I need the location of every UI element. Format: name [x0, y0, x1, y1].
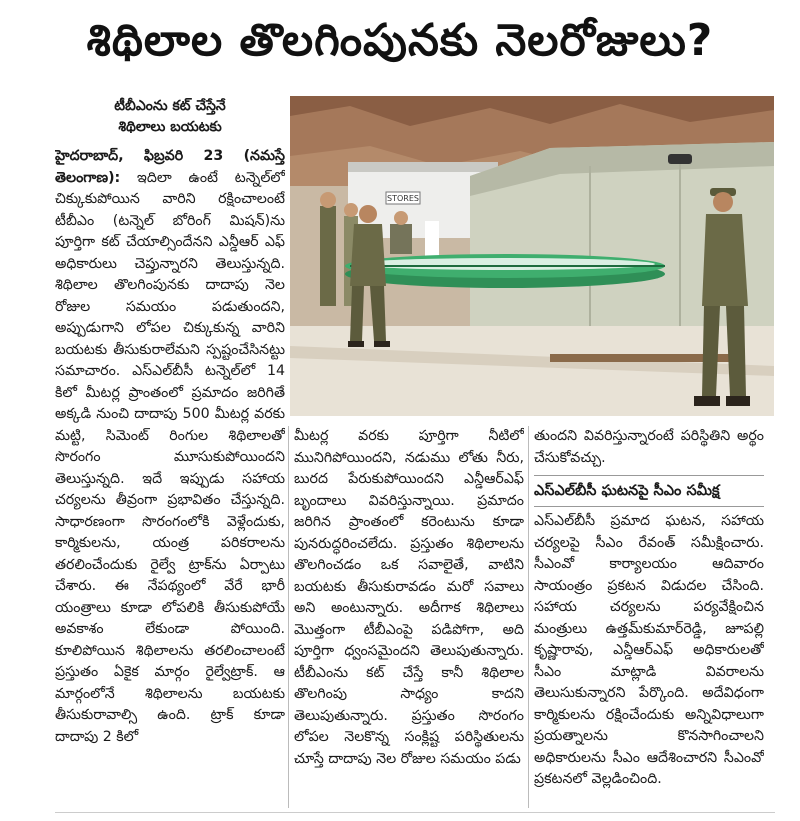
body-text-col3-top: తుందని వివరిస్తున్నారంటే పరిస్థితిని అర్థం చేసుకోవచ్చు.	[534, 428, 764, 466]
headline: శిథిలాల తొలగింపునకు నెలరోజులు?	[86, 15, 714, 66]
bottom-rule	[55, 812, 775, 813]
column-divider	[528, 426, 529, 808]
kicker	[55, 96, 285, 140]
subhead: ఎస్ఎల్‌బీసీ ఘటనపై సీఎం సమీక్ష	[534, 475, 764, 507]
kicker-line-1: టీబీఎంను కట్ చేస్తేనే	[114, 98, 226, 114]
news-photo	[290, 96, 774, 416]
column-divider	[288, 426, 289, 808]
body-text-col1: ఇదిలా ఉంటే టన్నెల్‌లో చిక్కుకుపోయిన వారిని రక్షించాలంటే టీబీఎం (టన్నెల్ బోరింగ్ మిషన్)ను పూర్తిగా కట్ చేయాల్సిందేనని ఎన్డీఆర్ ఎఫ్ అధికారులు చెప్తున్నారని తెలుస్తున్నది. శిథిలాల తొలగింపునకు దాదాపు నెల రోజుల సమయం పడుతుందని, అప్పుడుగాని లోపల చిక్కుకున్న వారిని బయటకు తీసుకురాలేమని స్పష్టంచేసినట్టు సమాచారం. ఎస్ఎల్‌బీసీ టన్నెల్‌లో 14 కిలో మీటర్ల ప్రాంతంలో ప్రమాదం జరిగితే అక్కడి నుంచి దాదాపు 500 మీటర్ల వరకు మట్టి, సిమెంట్ రింగుల శిథిలాలతో సొరంగం మూసుకుపోయిందని తెలుస్తున్నది. ఇదే ఇప్పుడు సహాయ చర్యలను తీవ్రంగా ప్రభావితం చేస్తున్నది. సాధారణంగా సొరంగంలోకి వెళ్లేందుకు, కార్మికులను, యంత్ర పరికరాలను తరలించేందుకు రైల్వే ట్రాక్‌ను ఏర్పాటు చేశారు. ఈ నేపథ్యంలో వేరే భారీ యంత్రాలు కూడా లోపలికి తీసుకుపోయే అవకాశం లేకుండా పోయింది. కూలిపోయిన శిథిలాలను తరలించాలంటే ప్రస్తుతం ఏకైక మార్గం రైల్వేట్రాక్. ఆ మార్గంలోనే శిథిలాలను బయటకు తీసుకురావాల్సి ఉంది. ట్రాక్ కూడా దాదాపు 2 కిలో	[55, 169, 285, 745]
kicker-line-2: శిథిలాలు బయటకు	[118, 119, 222, 135]
body-text-col3: ఎస్ఎల్‌బీసీ ప్రమాద ఘటన, సహాయ చర్యలపై సీఎం రేవంత్ సమీక్షించారు. సీఎంవో కార్యాలయం ఆదివారం సాయంత్రం ప్రకటన విడుదల చేసింది. సహాయ చర్యలను పర్యవేక్షించిన మంత్రులు ఉత్తమ్‌కుమార్‌రెడ్డి, జూపల్లి కృష్ణారావు, ఎన్డీఆర్ఎఫ్ అధికారులతో సీఎం మాట్లాడి వివరాలను తెలుసుకున్నారని పేర్కొంది. అదేవిధంగా కార్మికులను రక్షించేందుకు అన్నివిధాలుగా ప్రయత్నాలను కొనసాగించాలని అధికారులను సీఎం ఆదేశించారని సీఎంవో ప్రకటనలో వెల్లడించింది.	[534, 513, 764, 787]
body-text-col2: మీటర్ల వరకు పూర్తిగా నీటిలో మునిగిపోయిందని, నడుము లోతు నీరు, బురద పేరుకుపోయిందని ఎన్డీఆర్ఎఫ్ బృందాలు వివరిస్తున్నాయి. ప్రమాదం జరిగిన ప్రాంతంలో కరెంటును కూడా పునరుద్ధరించలేదు. ప్రస్తుతం శిథిలాలను తొలగించడం ఒక సవాలైతే, వాటిని బయటకు తీసుకురావడం మరో సవాలు అని అంటున్నారు. అదీగాక శిథిలాలు మొత్తంగా టీబీఎంపై పడిపోగా, అది పూర్తిగా ధ్వంసమైందని తెలుపుతున్నారు. టీబీఎంను కట్ చేస్తే కానీ శిథిలాల తొలగింపు సాధ్యం కాదని తెలుపుతున్నారు. ప్రస్తుతం సొరంగం లోపల నెలకొన్న సంక్లిష్ట పరిస్థితులను చూస్తే దాదాపు నెల రోజుల సమయం పడు	[294, 428, 524, 767]
article-column-3	[534, 426, 764, 808]
dateline: హైదరాబాద్, ఫిబ్రవరి 23 (నమస్తే తెలంగాణ):	[55, 148, 285, 186]
stores-sign: STORES	[387, 194, 419, 203]
stretcher	[345, 254, 665, 288]
article-column-2	[294, 426, 524, 808]
article-column-1	[55, 96, 285, 808]
